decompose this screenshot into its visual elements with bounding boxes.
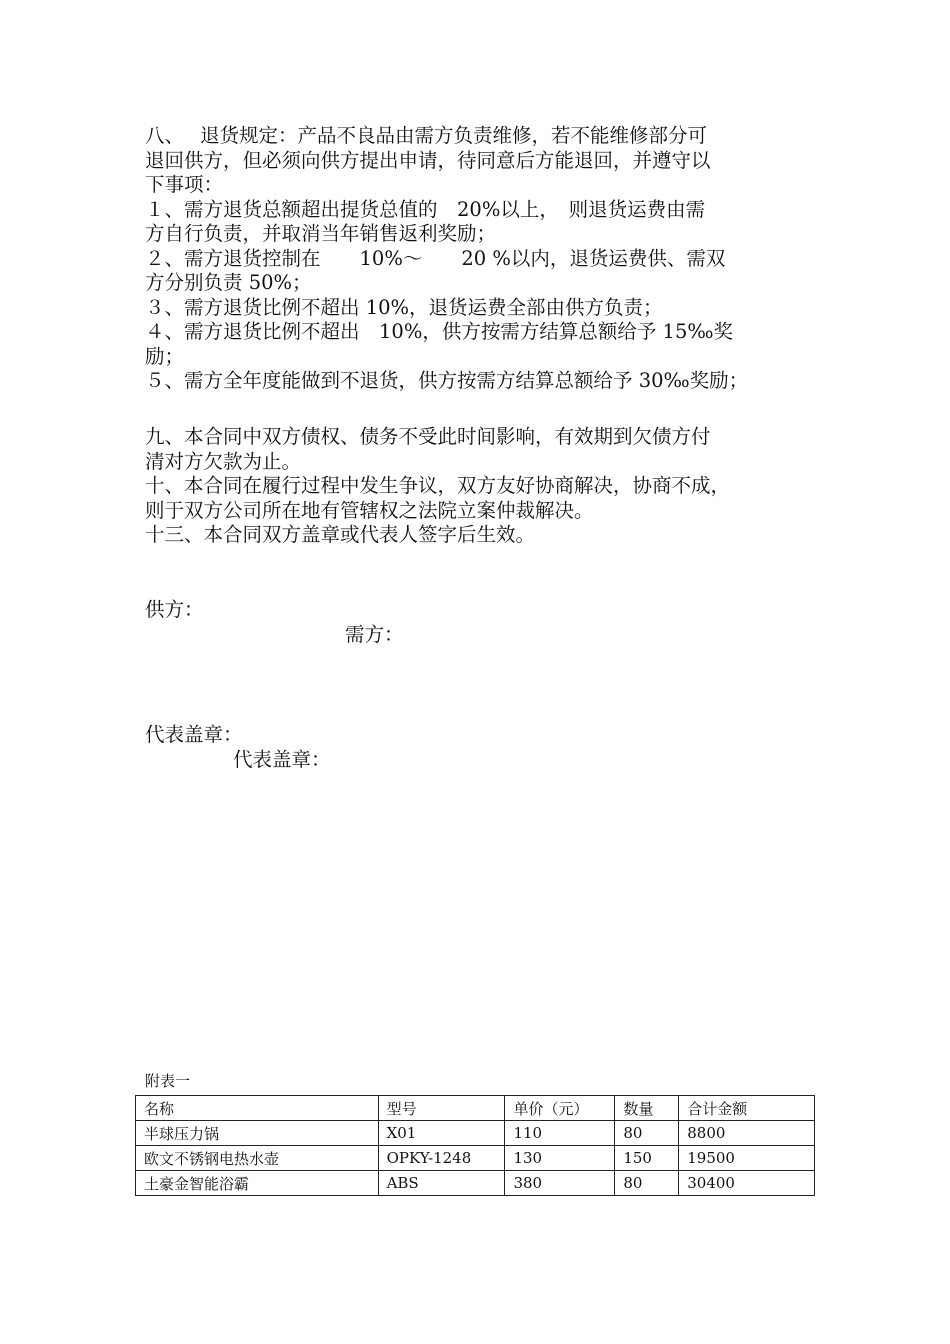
cell-total: 19500: [679, 1146, 815, 1171]
clause-8-item-1-cont: 方自行负责，并取消当年销售返利奖励；: [145, 222, 497, 245]
clause-8-item-3: ３、需方退货比例不超出 10%，退货运费全部由供方负责；: [145, 295, 663, 319]
clause-8-item-4: ４、需方退货比例不超出 10%，供方按需方结算总额给予 15‰奖: [145, 320, 734, 343]
clause-8-return-policy: [145, 124, 825, 394]
clause-13-line: 十三、本合同双方盖章或代表人签字后生效。: [145, 523, 536, 546]
cell-total: 30400: [679, 1171, 815, 1196]
table-row: [136, 1171, 815, 1196]
cell-unit-price: 110: [505, 1121, 615, 1146]
column-header-unit-price: 单价（元）: [505, 1096, 615, 1121]
cell-model: X01: [378, 1121, 505, 1146]
clause-9-line: 清对方欠款为止。: [145, 449, 302, 473]
buyer-label: 需方：: [345, 623, 404, 646]
supplier-label: 供方：: [145, 598, 204, 621]
column-header-quantity: 数量: [615, 1096, 679, 1121]
supplier-seal-label: 代表盖章：: [145, 723, 243, 746]
clause-8-item-2-cont: 方分别负责 50%；: [145, 271, 312, 294]
clause-8-item-2: ２、需方退货控制在 10%～ 20 %以内，退货运费供、需双: [145, 246, 726, 270]
column-header-model: 型号: [378, 1096, 505, 1121]
cell-total: 8800: [679, 1121, 815, 1146]
clause-8-intro-line: 退回供方，但必须向供方提出申请，待同意后方能退回，并遵守以: [145, 148, 711, 172]
cell-quantity: 80: [615, 1171, 679, 1196]
clause-10-line: 则于双方公司所在地有管辖权之法院立案仲裁解决。: [145, 498, 594, 522]
clause-8-intro-line: 八、 退货规定：产品不良品由需方负责维修，若不能维修部分可: [145, 124, 707, 147]
cell-unit-price: 130: [505, 1146, 615, 1171]
cell-model: ABS: [378, 1171, 505, 1196]
cell-name: 半球压力锅: [136, 1121, 379, 1146]
clause-8-intro-line: 下事项：: [145, 173, 224, 196]
cell-unit-price: 380: [505, 1171, 615, 1196]
attachment-table: [135, 1095, 815, 1196]
table-row: [136, 1121, 815, 1146]
cell-name: 土豪金智能浴霸: [136, 1171, 379, 1196]
column-header-total: 合计金额: [679, 1096, 815, 1121]
clause-10-line: 十、本合同在履行过程中发生争议，双方友好协商解决，协商不成，: [145, 474, 731, 497]
column-header-name: 名称: [136, 1096, 379, 1121]
cell-quantity: 80: [615, 1121, 679, 1146]
table-row: [136, 1146, 815, 1171]
table-header-row: [136, 1096, 815, 1121]
clause-8-item-1: １、需方退货总额超出提货总值的 20%以上， 则退货运费由需: [145, 197, 706, 221]
cell-quantity: 150: [615, 1146, 679, 1171]
clause-8-item-5: ５、需方全年度能做到不退货，供方按需方结算总额给予 30‰奖励；: [145, 369, 749, 392]
clauses-final: [145, 425, 825, 548]
clause-8-item-4-cont: 励；: [145, 344, 185, 368]
clause-9-line: 九、本合同中双方债权、债务不受此时间影响，有效期到欠债方付: [145, 425, 711, 448]
cell-model: OPKY-1248: [378, 1146, 505, 1171]
attachment-caption: 附表一: [145, 1072, 191, 1090]
buyer-seal-label: 代表盖章：: [233, 748, 331, 771]
cell-name: 欧文不锈钢电热水壶: [136, 1146, 379, 1171]
